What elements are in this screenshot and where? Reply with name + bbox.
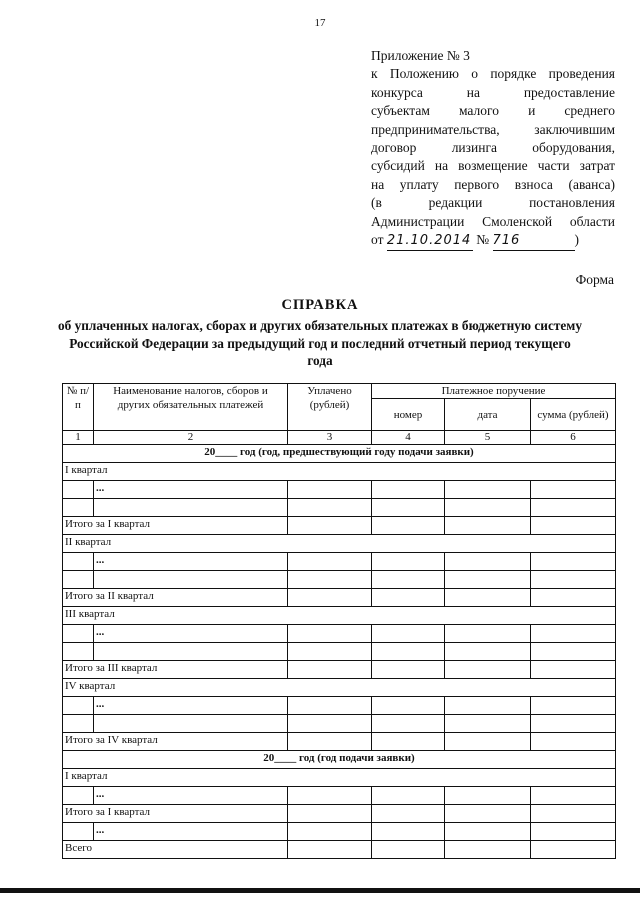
close-paren: ) [574,232,579,248]
header-name: Наименование налогов, сборов и других обязательных платежей [94,384,288,431]
page-number: 17 [314,17,326,29]
bottom-border-bar [0,888,640,893]
col-number: 2 [94,431,288,445]
quarter-row [63,463,616,481]
section-row [63,445,616,463]
header-order-number: номер [372,399,445,431]
handwritten-date: 21.10.2014 [387,232,473,251]
header-number: № п/п [63,384,94,431]
col-number: 5 [445,431,531,445]
col-number: 1 [63,431,94,445]
column-numbers-row [63,431,616,445]
form-label: Форма [575,272,614,287]
dots-cell: ... [94,697,288,715]
number-label: № [476,232,490,248]
header-paid: Уплачено (рублей) [288,384,372,431]
quarter-label: II квартал [63,535,616,553]
total-row [63,733,616,751]
header-order-sum: сумма (рублей) [531,399,616,431]
dots-cell: ... [94,787,288,805]
table-row [63,823,616,841]
appendix-line: субъектам малого и среднего [371,103,615,119]
document-title: СПРАВКА [281,297,359,313]
total-row [63,661,616,679]
from-label: от [371,232,384,248]
quarter-label: IV квартал [63,679,616,697]
appendix-line: (в редакции постановления [371,195,615,211]
dots-cell: ... [94,625,288,643]
table-row [63,787,616,805]
grand-total-label: Всего [63,841,288,859]
table-row [63,553,616,571]
col-number: 6 [531,431,616,445]
total-label: Итого за IV квартал [63,733,288,751]
appendix-line: договор лизинга оборудования, [371,140,615,156]
appendix-line: предпринимательства, заключившим [371,121,615,137]
quarter-row [63,679,616,697]
appendix-line: Администрации Смоленской области [371,213,615,229]
total-row [63,517,616,535]
grand-total-row [63,841,616,859]
quarter-label: III квартал [63,607,616,625]
header-order-date: дата [445,399,531,431]
quarter-row [63,769,616,787]
section-current-year: 20____ год (год подачи заявки) [63,751,616,769]
total-row [63,589,616,607]
total-row [63,805,616,823]
dots-cell: ... [94,481,288,499]
quarter-row [63,535,616,553]
col-number: 3 [288,431,372,445]
table-row [63,643,616,661]
table-row [63,715,616,733]
total-label: Итого за III квартал [63,661,288,679]
table-row [63,499,616,517]
total-label: Итого за II квартал [63,589,288,607]
quarter-label: I квартал [63,463,616,481]
appendix-line: на уплату первого взноса (аванса) [371,176,615,192]
header-payment-order: Платежное поручение [372,384,616,399]
dots-cell: ... [94,553,288,571]
total-label: Итого за I квартал [63,517,288,535]
appendix-line: к Положению о порядке проведения [371,66,615,82]
dots-cell: ... [94,823,288,841]
col-number: 4 [372,431,445,445]
appendix-line: субсидий на возмещение части затрат [371,158,615,174]
section-previous-year: 20____ год (год, предшествующий году подачи заявки) [63,445,616,463]
appendix-line: конкурса на предоставление [371,84,615,100]
document-subtitle: об уплаченных налогах, сборах и других обязательных платежах в бюджетную систему Российской Федерации за предыдущий год и последний отчетный период текущего года [57,318,582,368]
table-row [63,625,616,643]
total-label: Итого за I квартал [63,805,288,823]
appendix-block [371,47,615,251]
payments-table [62,383,616,859]
table-row [63,697,616,715]
table-row [63,481,616,499]
header-row [63,384,616,399]
handwritten-number: 716 [493,232,575,251]
quarter-label: I квартал [63,769,616,787]
appendix-line: Приложение № 3 [371,48,470,63]
appendix-date-line [371,231,615,251]
table-row [63,571,616,589]
quarter-row [63,607,616,625]
section-row [63,751,616,769]
